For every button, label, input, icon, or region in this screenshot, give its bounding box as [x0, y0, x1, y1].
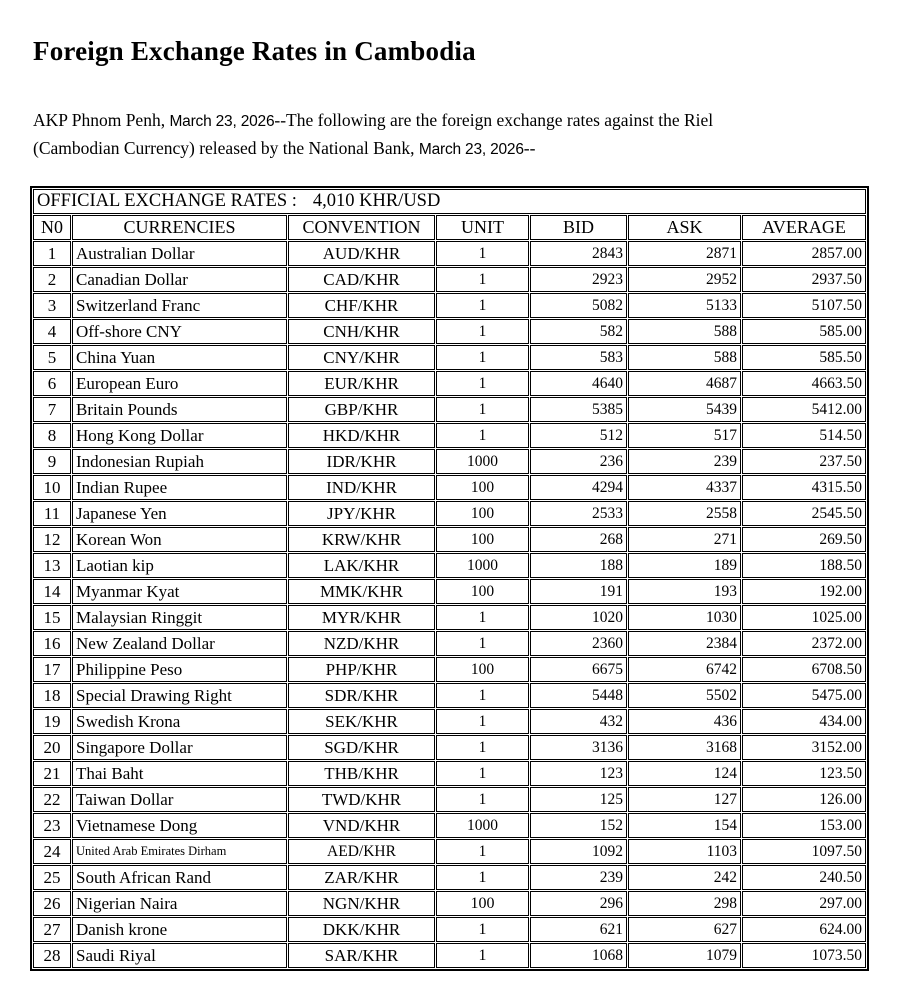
cell-currency: Malaysian Ringgit: [72, 605, 287, 630]
cell-no: 28: [33, 943, 71, 968]
cell-unit: 1: [436, 709, 529, 734]
cell-average: 514.50: [742, 423, 866, 448]
cell-unit: 1: [436, 865, 529, 890]
cell-unit: 1: [436, 631, 529, 656]
cell-unit: 1: [436, 423, 529, 448]
intro-text-segment: March 23, 2026: [169, 113, 275, 130]
cell-convention: SDR/KHR: [288, 683, 435, 708]
cell-average: 585.00: [742, 319, 866, 344]
cell-no: 7: [33, 397, 71, 422]
table-row: [33, 579, 866, 604]
column-header-bid: BID: [530, 215, 627, 240]
cell-ask: 1030: [628, 605, 741, 630]
cell-currency: Korean Won: [72, 527, 287, 552]
cell-bid: 5385: [530, 397, 627, 422]
cell-no: 15: [33, 605, 71, 630]
table-row: [33, 735, 866, 760]
intro-text-segment: --: [523, 138, 536, 158]
official-rate-value: 4,010 KHR/USD: [312, 191, 441, 211]
cell-convention: SAR/KHR: [288, 943, 435, 968]
table-row: [33, 813, 866, 838]
cell-currency: Nigerian Naira: [72, 891, 287, 916]
cell-ask: 127: [628, 787, 741, 812]
intro-text-segment: --The following are the foreign exchange rates against the Riel: [274, 110, 714, 130]
cell-average: 153.00: [742, 813, 866, 838]
cell-ask: 298: [628, 891, 741, 916]
column-header-ask: ASK: [628, 215, 741, 240]
cell-bid: 1068: [530, 943, 627, 968]
cell-unit: 1000: [436, 813, 529, 838]
cell-unit: 1: [436, 943, 529, 968]
cell-currency: Off-shore CNY: [72, 319, 287, 344]
cell-ask: 2871: [628, 241, 741, 266]
cell-bid: 621: [530, 917, 627, 942]
cell-no: 11: [33, 501, 71, 526]
cell-currency: Swedish Krona: [72, 709, 287, 734]
cell-convention: PHP/KHR: [288, 657, 435, 682]
cell-bid: 5082: [530, 293, 627, 318]
cell-average: 6708.50: [742, 657, 866, 682]
cell-no: 4: [33, 319, 71, 344]
cell-currency: South African Rand: [72, 865, 287, 890]
cell-average: 188.50: [742, 553, 866, 578]
cell-convention: MMK/KHR: [288, 579, 435, 604]
table-row: [33, 241, 866, 266]
cell-bid: 152: [530, 813, 627, 838]
cell-ask: 1079: [628, 943, 741, 968]
cell-bid: 1020: [530, 605, 627, 630]
table-row: [33, 371, 866, 396]
official-rate-cell: [33, 189, 866, 214]
cell-bid: 268: [530, 527, 627, 552]
cell-no: 14: [33, 579, 71, 604]
cell-ask: 5502: [628, 683, 741, 708]
cell-average: 2937.50: [742, 267, 866, 292]
cell-ask: 242: [628, 865, 741, 890]
cell-no: 23: [33, 813, 71, 838]
cell-convention: IND/KHR: [288, 475, 435, 500]
cell-ask: 271: [628, 527, 741, 552]
cell-currency: Laotian kip: [72, 553, 287, 578]
rates-table-body: [33, 241, 866, 968]
cell-currency: Canadian Dollar: [72, 267, 287, 292]
cell-no: 6: [33, 371, 71, 396]
table-row: [33, 501, 866, 526]
cell-bid: 236: [530, 449, 627, 474]
cell-currency: Special Drawing Right: [72, 683, 287, 708]
cell-bid: 239: [530, 865, 627, 890]
cell-bid: 6675: [530, 657, 627, 682]
cell-average: 434.00: [742, 709, 866, 734]
cell-bid: 582: [530, 319, 627, 344]
intro-text-segment: March 23, 2026: [418, 141, 524, 158]
cell-convention: CNH/KHR: [288, 319, 435, 344]
cell-currency: United Arab Emirates Dirham: [72, 839, 287, 864]
exchange-rates-table: [30, 186, 869, 971]
cell-bid: 2360: [530, 631, 627, 656]
table-row: [33, 631, 866, 656]
intro-line: [33, 135, 908, 163]
cell-currency: Singapore Dollar: [72, 735, 287, 760]
table-row: [33, 345, 866, 370]
table-row: [33, 761, 866, 786]
cell-convention: SGD/KHR: [288, 735, 435, 760]
cell-average: 585.50: [742, 345, 866, 370]
cell-no: 21: [33, 761, 71, 786]
cell-convention: JPY/KHR: [288, 501, 435, 526]
table-row: [33, 397, 866, 422]
cell-currency: Saudi Riyal: [72, 943, 287, 968]
cell-convention: IDR/KHR: [288, 449, 435, 474]
cell-unit: 1: [436, 371, 529, 396]
cell-no: 9: [33, 449, 71, 474]
table-row: [33, 839, 866, 864]
cell-unit: 100: [436, 527, 529, 552]
cell-no: 3: [33, 293, 71, 318]
cell-ask: 2384: [628, 631, 741, 656]
cell-convention: ZAR/KHR: [288, 865, 435, 890]
cell-unit: 1: [436, 917, 529, 942]
cell-convention: CAD/KHR: [288, 267, 435, 292]
cell-no: 5: [33, 345, 71, 370]
cell-convention: THB/KHR: [288, 761, 435, 786]
cell-average: 4315.50: [742, 475, 866, 500]
table-row: [33, 891, 866, 916]
cell-average: 240.50: [742, 865, 866, 890]
cell-bid: 4294: [530, 475, 627, 500]
column-header-row: [33, 215, 866, 240]
cell-ask: 154: [628, 813, 741, 838]
cell-convention: AED/KHR: [288, 839, 435, 864]
cell-ask: 4337: [628, 475, 741, 500]
cell-average: 1097.50: [742, 839, 866, 864]
table-row: [33, 553, 866, 578]
cell-average: 1073.50: [742, 943, 866, 968]
column-header-no: N0: [33, 215, 71, 240]
cell-currency: Danish krone: [72, 917, 287, 942]
official-rate-row: [33, 189, 866, 214]
table-row: [33, 657, 866, 682]
cell-no: 8: [33, 423, 71, 448]
cell-currency: Switzerland Franc: [72, 293, 287, 318]
cell-bid: 1092: [530, 839, 627, 864]
cell-convention: CHF/KHR: [288, 293, 435, 318]
cell-average: 5412.00: [742, 397, 866, 422]
table-row: [33, 475, 866, 500]
cell-convention: EUR/KHR: [288, 371, 435, 396]
cell-ask: 193: [628, 579, 741, 604]
cell-ask: 627: [628, 917, 741, 942]
cell-unit: 100: [436, 501, 529, 526]
table-row: [33, 527, 866, 552]
cell-unit: 100: [436, 475, 529, 500]
cell-no: 18: [33, 683, 71, 708]
cell-no: 16: [33, 631, 71, 656]
cell-bid: 5448: [530, 683, 627, 708]
intro-text-segment: (Cambodian Currency) released by the National Bank,: [33, 138, 419, 158]
cell-average: 5107.50: [742, 293, 866, 318]
cell-no: 22: [33, 787, 71, 812]
cell-ask: 239: [628, 449, 741, 474]
cell-no: 20: [33, 735, 71, 760]
cell-no: 19: [33, 709, 71, 734]
official-rate-label: OFFICIAL EXCHANGE RATES :: [37, 191, 297, 211]
cell-bid: 191: [530, 579, 627, 604]
cell-ask: 1103: [628, 839, 741, 864]
cell-convention: NGN/KHR: [288, 891, 435, 916]
cell-currency: Hong Kong Dollar: [72, 423, 287, 448]
cell-convention: VND/KHR: [288, 813, 435, 838]
cell-convention: KRW/KHR: [288, 527, 435, 552]
cell-unit: 1: [436, 267, 529, 292]
cell-unit: 1: [436, 787, 529, 812]
table-row: [33, 943, 866, 968]
column-header-convention: CONVENTION: [288, 215, 435, 240]
cell-ask: 436: [628, 709, 741, 734]
cell-unit: 1000: [436, 553, 529, 578]
cell-currency: Australian Dollar: [72, 241, 287, 266]
table-row: [33, 709, 866, 734]
cell-unit: 1: [436, 319, 529, 344]
cell-unit: 1: [436, 735, 529, 760]
cell-convention: NZD/KHR: [288, 631, 435, 656]
table-row: [33, 449, 866, 474]
column-header-average: AVERAGE: [742, 215, 866, 240]
cell-average: 2545.50: [742, 501, 866, 526]
table-row: [33, 319, 866, 344]
cell-unit: 1: [436, 241, 529, 266]
cell-ask: 3168: [628, 735, 741, 760]
cell-convention: GBP/KHR: [288, 397, 435, 422]
cell-bid: 125: [530, 787, 627, 812]
table-row: [33, 787, 866, 812]
column-header-currencies: CURRENCIES: [72, 215, 287, 240]
cell-bid: 432: [530, 709, 627, 734]
cell-ask: 588: [628, 319, 741, 344]
cell-currency: European Euro: [72, 371, 287, 396]
table-row: [33, 865, 866, 890]
table-row: [33, 423, 866, 448]
cell-currency: Indonesian Rupiah: [72, 449, 287, 474]
cell-no: 26: [33, 891, 71, 916]
cell-currency: Thai Baht: [72, 761, 287, 786]
cell-bid: 3136: [530, 735, 627, 760]
cell-currency: Taiwan Dollar: [72, 787, 287, 812]
table-row: [33, 605, 866, 630]
cell-average: 123.50: [742, 761, 866, 786]
cell-currency: Vietnamese Dong: [72, 813, 287, 838]
cell-unit: 1: [436, 761, 529, 786]
cell-bid: 583: [530, 345, 627, 370]
cell-currency: New Zealand Dollar: [72, 631, 287, 656]
cell-bid: 296: [530, 891, 627, 916]
cell-unit: 1: [436, 345, 529, 370]
cell-no: 25: [33, 865, 71, 890]
cell-convention: DKK/KHR: [288, 917, 435, 942]
cell-average: 5475.00: [742, 683, 866, 708]
column-header-unit: UNIT: [436, 215, 529, 240]
table-row: [33, 267, 866, 292]
cell-average: 237.50: [742, 449, 866, 474]
cell-ask: 5439: [628, 397, 741, 422]
cell-convention: TWD/KHR: [288, 787, 435, 812]
cell-average: 192.00: [742, 579, 866, 604]
cell-ask: 124: [628, 761, 741, 786]
cell-unit: 1: [436, 397, 529, 422]
table-row: [33, 683, 866, 708]
intro-paragraph: [33, 107, 908, 163]
cell-ask: 5133: [628, 293, 741, 318]
cell-no: 1: [33, 241, 71, 266]
cell-average: 126.00: [742, 787, 866, 812]
cell-average: 1025.00: [742, 605, 866, 630]
cell-ask: 189: [628, 553, 741, 578]
cell-average: 2857.00: [742, 241, 866, 266]
intro-line: [33, 107, 908, 135]
table-row: [33, 917, 866, 942]
cell-unit: 1: [436, 293, 529, 318]
cell-bid: 2843: [530, 241, 627, 266]
cell-unit: 1: [436, 839, 529, 864]
cell-bid: 4640: [530, 371, 627, 396]
cell-convention: HKD/KHR: [288, 423, 435, 448]
cell-convention: CNY/KHR: [288, 345, 435, 370]
cell-currency: Philippine Peso: [72, 657, 287, 682]
cell-bid: 512: [530, 423, 627, 448]
cell-unit: 1: [436, 605, 529, 630]
cell-bid: 188: [530, 553, 627, 578]
cell-average: 2372.00: [742, 631, 866, 656]
cell-currency: Britain Pounds: [72, 397, 287, 422]
table-row: [33, 293, 866, 318]
cell-average: 3152.00: [742, 735, 866, 760]
cell-currency: Myanmar Kyat: [72, 579, 287, 604]
cell-convention: MYR/KHR: [288, 605, 435, 630]
cell-unit: 1: [436, 683, 529, 708]
cell-convention: AUD/KHR: [288, 241, 435, 266]
cell-bid: 123: [530, 761, 627, 786]
cell-unit: 100: [436, 891, 529, 916]
cell-no: 13: [33, 553, 71, 578]
cell-average: 4663.50: [742, 371, 866, 396]
cell-convention: LAK/KHR: [288, 553, 435, 578]
cell-average: 269.50: [742, 527, 866, 552]
cell-ask: 517: [628, 423, 741, 448]
cell-bid: 2533: [530, 501, 627, 526]
cell-unit: 100: [436, 657, 529, 682]
cell-unit: 1000: [436, 449, 529, 474]
cell-currency: Japanese Yen: [72, 501, 287, 526]
cell-ask: 4687: [628, 371, 741, 396]
cell-no: 27: [33, 917, 71, 942]
intro-text-segment: AKP Phnom Penh,: [33, 110, 170, 130]
cell-no: 2: [33, 267, 71, 292]
page-title: Foreign Exchange Rates in Cambodia: [33, 36, 476, 66]
cell-unit: 100: [436, 579, 529, 604]
cell-average: 624.00: [742, 917, 866, 942]
cell-bid: 2923: [530, 267, 627, 292]
cell-average: 297.00: [742, 891, 866, 916]
cell-no: 17: [33, 657, 71, 682]
cell-convention: SEK/KHR: [288, 709, 435, 734]
cell-ask: 2558: [628, 501, 741, 526]
cell-ask: 6742: [628, 657, 741, 682]
cell-no: 24: [33, 839, 71, 864]
cell-no: 10: [33, 475, 71, 500]
cell-currency: China Yuan: [72, 345, 287, 370]
cell-ask: 588: [628, 345, 741, 370]
cell-ask: 2952: [628, 267, 741, 292]
cell-currency: Indian Rupee: [72, 475, 287, 500]
cell-no: 12: [33, 527, 71, 552]
